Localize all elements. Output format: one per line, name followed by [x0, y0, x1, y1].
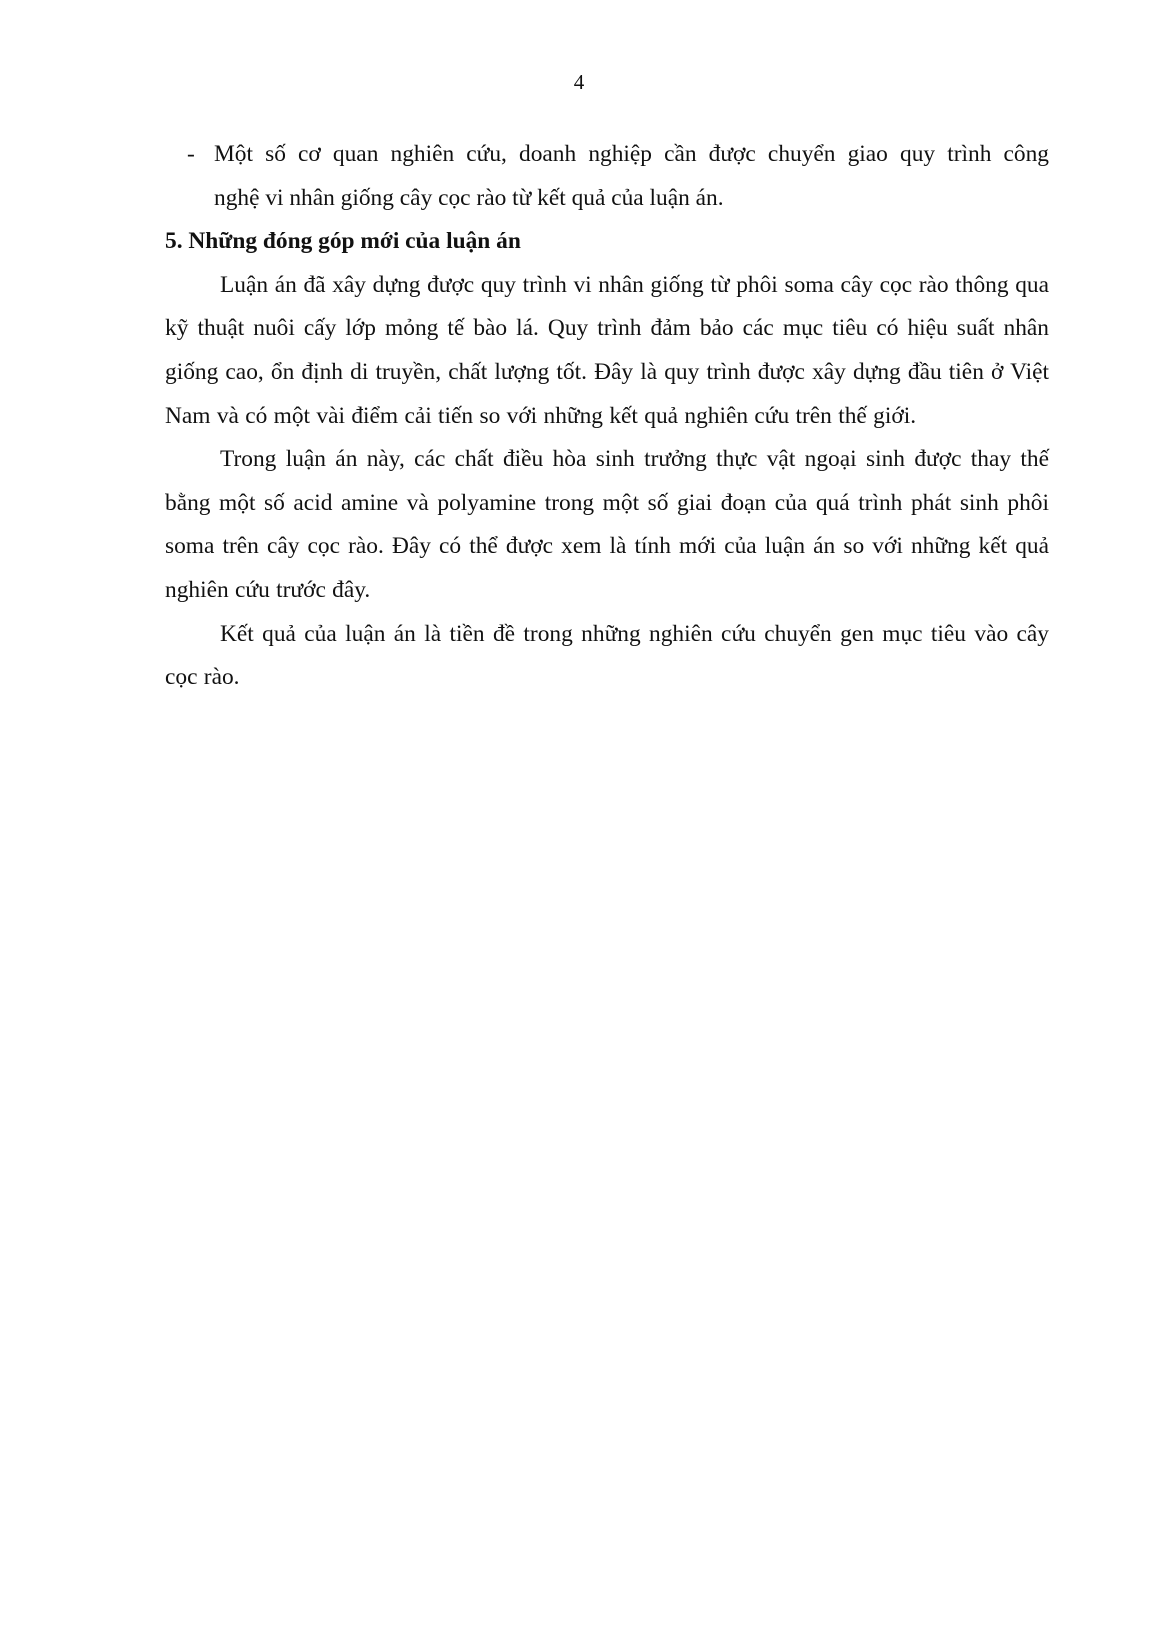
page-number: 4 [573, 70, 585, 94]
paragraph-2: Trong luận án này, các chất điều hòa sinh trưởng thực vật ngoại sinh được thay thế bằng một số acid amine và polyamine trong một số giai đoạn của quá trình phát sinh phôi soma trên cây cọc rào. Đây có thể được xem là tính mới của luận án so với những kết quả nghiên cứu trước đây. [165, 446, 1049, 603]
bullet-text-line-2: nghệ vi nhân giống cây cọc rào từ kết quả của luận án. [214, 184, 724, 211]
paragraph-3: Kết quả của luận án là tiền đề trong những nghiên cứu chuyển gen mục tiêu vào cây cọc rào. [165, 620, 1049, 691]
bullet-dash: - [187, 141, 195, 167]
paragraph-1: Luận án đã xây dựng được quy trình vi nhân giống từ phôi soma cây cọc rào thông qua kỹ thuật nuôi cấy lớp mỏng tế bào lá. Quy trình đảm bảo các mục tiêu có hiệu suất nhân giống cao, ổn định di truyền, chất lượng tốt. Đây là quy trình được xây dựng đầu tiên ở Việt Nam và có một vài điểm cải tiến so với những kết quả nghiên cứu trên thế giới. [165, 271, 1049, 429]
bullet-item [165, 133, 1049, 220]
section-heading: 5. Những đóng góp mới của luận án [165, 228, 521, 255]
page-content [165, 133, 1049, 700]
bullet-text-line-1: Một số cơ quan nghiên cứu, doanh nghiệp cần được chuyển giao quy trình công [214, 141, 1049, 167]
